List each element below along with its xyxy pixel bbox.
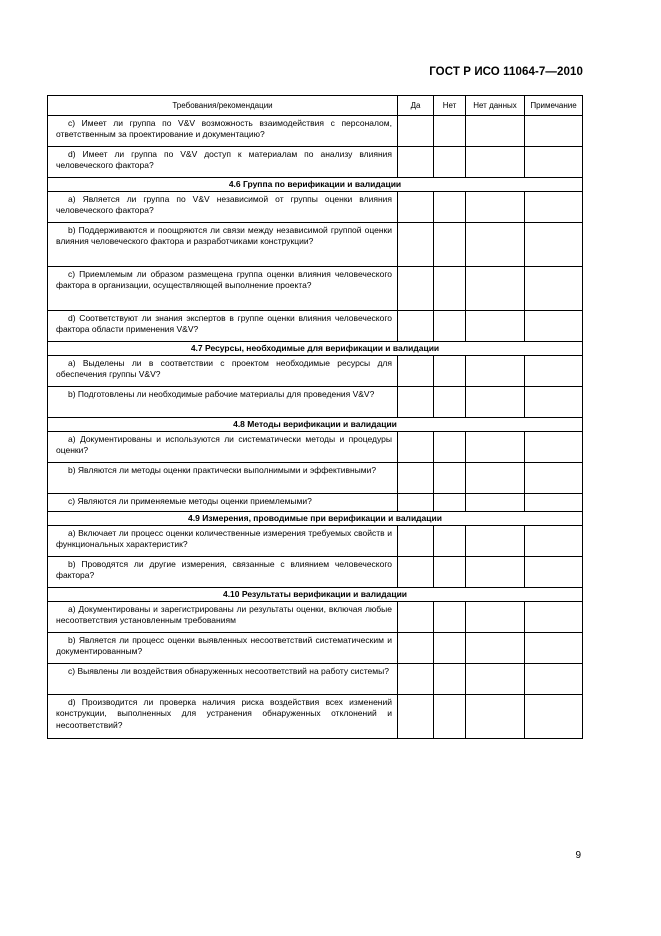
- yes-cell: [398, 432, 434, 463]
- checklist-row: [48, 494, 583, 512]
- table-header-row: [48, 96, 583, 116]
- requirement-text: [48, 223, 398, 267]
- no-data-cell: [466, 664, 525, 695]
- column-header-note: Примечание: [525, 96, 583, 116]
- no-data-cell: [466, 356, 525, 387]
- no-cell: [434, 311, 466, 342]
- requirement-question: b) Являются ли методы оценки практически выполнимыми и эффективными?: [68, 465, 377, 475]
- note-cell: [525, 116, 583, 147]
- no-data-cell: [466, 557, 525, 588]
- note-cell: [525, 664, 583, 695]
- no-cell: [434, 695, 466, 739]
- requirement-text: [48, 356, 398, 387]
- requirement-question: b) Проводятся ли другие измерения, связанные с влиянием человеческого фактора?: [56, 559, 392, 581]
- note-cell: [525, 147, 583, 178]
- requirement-text: [48, 432, 398, 463]
- section-heading-row: [48, 588, 583, 602]
- note-cell: [525, 267, 583, 311]
- no-data-cell: [466, 387, 525, 418]
- requirement-text: [48, 147, 398, 178]
- checklist-row: [48, 387, 583, 418]
- checklist-row: [48, 602, 583, 633]
- requirement-text: [48, 387, 398, 418]
- section-title: 4.8 Методы верификации и валидации: [48, 418, 583, 432]
- no-data-cell: [466, 267, 525, 311]
- checklist-row: [48, 557, 583, 588]
- note-cell: [525, 387, 583, 418]
- yes-cell: [398, 695, 434, 739]
- requirement-question: a) Является ли группа по V&V независимой от группы оценки влияния человеческого фактора?: [56, 194, 392, 216]
- no-data-cell: [466, 526, 525, 557]
- no-data-cell: [466, 695, 525, 739]
- yes-cell: [398, 387, 434, 418]
- no-cell: [434, 223, 466, 267]
- requirement-text: [48, 192, 398, 223]
- yes-cell: [398, 116, 434, 147]
- checklist-row: [48, 223, 583, 267]
- column-header-no: Нет: [434, 96, 466, 116]
- no-cell: [434, 633, 466, 664]
- note-cell: [525, 356, 583, 387]
- requirement-text: [48, 116, 398, 147]
- no-data-cell: [466, 223, 525, 267]
- note-cell: [525, 526, 583, 557]
- requirement-question: c) Являются ли применяемые методы оценки приемлемыми?: [68, 496, 312, 506]
- checklist-row: [48, 147, 583, 178]
- yes-cell: [398, 494, 434, 512]
- column-header-yes: Да: [398, 96, 434, 116]
- checklist-row: [48, 267, 583, 311]
- no-cell: [434, 116, 466, 147]
- requirement-question: d) Имеет ли группа по V&V доступ к материалам по анализу влияния человеческого фактора?: [56, 149, 392, 171]
- requirement-question: b) Является ли процесс оценки выявленных несоответствий систематическим и документированным?: [56, 635, 392, 657]
- no-cell: [434, 267, 466, 311]
- no-data-cell: [466, 463, 525, 494]
- note-cell: [525, 695, 583, 739]
- section-heading-row: [48, 342, 583, 356]
- yes-cell: [398, 557, 434, 588]
- requirement-text: [48, 494, 398, 512]
- requirement-text: [48, 463, 398, 494]
- note-cell: [525, 602, 583, 633]
- page-number: 9: [575, 850, 581, 861]
- requirement-question: b) Поддерживаются и поощряются ли связи между независимой группой оценки влияния человеческого фактора и разработчиками конструкции?: [56, 225, 392, 247]
- yes-cell: [398, 602, 434, 633]
- note-cell: [525, 463, 583, 494]
- note-cell: [525, 432, 583, 463]
- checklist-row: [48, 633, 583, 664]
- no-cell: [434, 147, 466, 178]
- yes-cell: [398, 356, 434, 387]
- no-cell: [434, 432, 466, 463]
- no-data-cell: [466, 311, 525, 342]
- requirement-text: [48, 557, 398, 588]
- no-data-cell: [466, 192, 525, 223]
- checklist-row: [48, 526, 583, 557]
- requirements-checklist-table: [47, 95, 583, 739]
- note-cell: [525, 557, 583, 588]
- yes-cell: [398, 147, 434, 178]
- section-heading-row: [48, 512, 583, 526]
- section-title: 4.6 Группа по верификации и валидации: [48, 178, 583, 192]
- no-cell: [434, 664, 466, 695]
- requirement-question: d) Соответствуют ли знания экспертов в группе оценки влияния человеческого фактора области применения V&V?: [56, 313, 392, 335]
- no-cell: [434, 463, 466, 494]
- requirement-text: [48, 267, 398, 311]
- yes-cell: [398, 192, 434, 223]
- requirement-question: a) Включает ли процесс оценки количественные измерения требуемых свойств и функциональных характеристик?: [56, 528, 392, 550]
- requirement-text: [48, 602, 398, 633]
- checklist-row: [48, 432, 583, 463]
- note-cell: [525, 494, 583, 512]
- requirement-question: a) Документированы и зарегистрированы ли результаты оценки, включая любые несоответствия установленным требованиям: [56, 604, 392, 626]
- no-cell: [434, 192, 466, 223]
- no-cell: [434, 387, 466, 418]
- yes-cell: [398, 223, 434, 267]
- checklist-row: [48, 356, 583, 387]
- no-data-cell: [466, 602, 525, 633]
- requirement-question: c) Выявлены ли воздействия обнаруженных несоответствий на работу системы?: [68, 666, 389, 676]
- requirement-question: b) Подготовлены ли необходимые рабочие материалы для проведения V&V?: [68, 389, 375, 399]
- checklist-row: [48, 463, 583, 494]
- section-title: 4.9 Измерения, проводимые при верификации и валидации: [48, 512, 583, 526]
- column-header-no-data: Нет данных: [466, 96, 525, 116]
- note-cell: [525, 192, 583, 223]
- requirement-text: [48, 664, 398, 695]
- no-cell: [434, 526, 466, 557]
- yes-cell: [398, 311, 434, 342]
- requirement-question: a) Документированы и используются ли систематически методы и процедуры оценки?: [56, 434, 392, 456]
- yes-cell: [398, 463, 434, 494]
- document-code: ГОСТ Р ИСО 11064-7—2010: [429, 66, 583, 78]
- requirement-text: [48, 695, 398, 739]
- requirement-question: c) Приемлемым ли образом размещена группа оценки влияния человеческого фактора в организации, осуществляющей выполнение проекта?: [56, 269, 392, 291]
- requirement-question: c) Имеет ли группа по V&V возможность взаимодействия с персоналом, ответственным за проектирование и документацию?: [56, 118, 392, 140]
- checklist-row: [48, 192, 583, 223]
- checklist-row: [48, 311, 583, 342]
- section-heading-row: [48, 418, 583, 432]
- checklist-row: [48, 664, 583, 695]
- yes-cell: [398, 526, 434, 557]
- no-data-cell: [466, 116, 525, 147]
- column-header-requirements: Требования/рекомендации: [48, 96, 398, 116]
- note-cell: [525, 223, 583, 267]
- no-cell: [434, 356, 466, 387]
- checklist-row: [48, 695, 583, 739]
- requirement-text: [48, 311, 398, 342]
- requirement-question: d) Производится ли проверка наличия риска воздействия всех изменений конструкции, выполненных для устранения обнаруженных отклонений и несоответствий?: [56, 697, 392, 730]
- yes-cell: [398, 664, 434, 695]
- note-cell: [525, 633, 583, 664]
- section-title: 4.7 Ресурсы, необходимые для верификации и валидации: [48, 342, 583, 356]
- no-data-cell: [466, 633, 525, 664]
- requirement-text: [48, 526, 398, 557]
- no-cell: [434, 602, 466, 633]
- requirement-question: a) Выделены ли в соответствии с проектом необходимые ресурсы для обеспечения группы V&V?: [56, 358, 392, 380]
- note-cell: [525, 311, 583, 342]
- section-heading-row: [48, 178, 583, 192]
- section-title: 4.10 Результаты верификации и валидации: [48, 588, 583, 602]
- requirement-text: [48, 633, 398, 664]
- yes-cell: [398, 633, 434, 664]
- no-cell: [434, 494, 466, 512]
- no-data-cell: [466, 432, 525, 463]
- no-data-cell: [466, 494, 525, 512]
- no-cell: [434, 557, 466, 588]
- no-data-cell: [466, 147, 525, 178]
- checklist-row: [48, 116, 583, 147]
- yes-cell: [398, 267, 434, 311]
